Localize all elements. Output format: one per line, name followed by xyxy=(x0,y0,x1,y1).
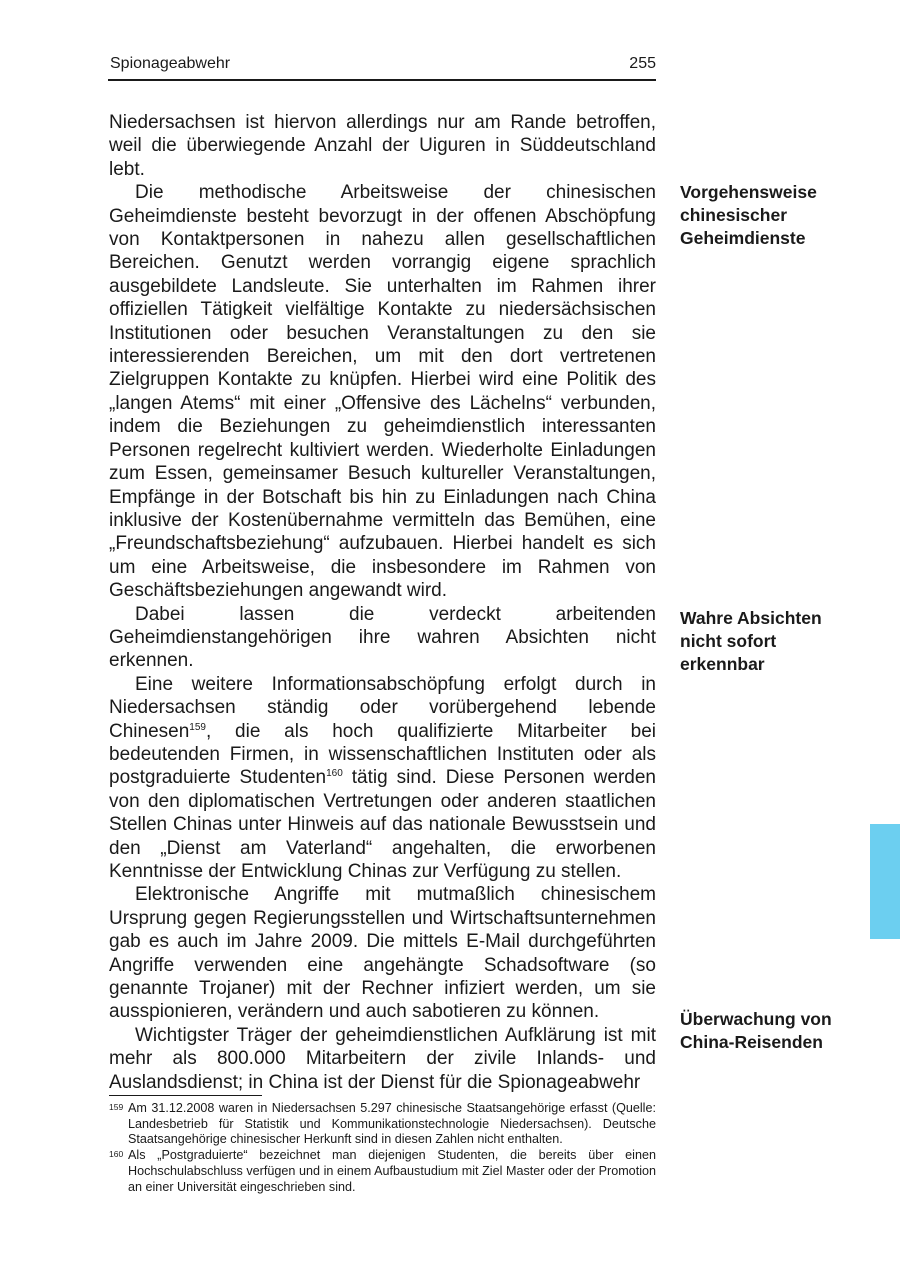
footnotes xyxy=(109,1101,656,1195)
footnote-number: 160 xyxy=(109,1149,124,1160)
paragraph-4 xyxy=(109,673,656,884)
margin-note-line: Geheimdienste xyxy=(680,228,806,248)
margin-note-line: nicht sofort xyxy=(680,631,777,651)
paragraph-1: Niedersachsen ist hiervon allerdings nur am Rande betroffen, weil die überwiegende Anzahl der Uiguren in Süddeutschland lebt. xyxy=(109,112,656,180)
margin-note-line: Wahre Absichten xyxy=(680,608,822,628)
paragraph-4-part-a: Eine weitere Informationsabschöpfung erfolgt durch in Niedersachsen ständig oder vorübergehend lebende Chinesen xyxy=(109,673,656,742)
margin-note-line: Vorgehensweise xyxy=(680,182,817,202)
margin-note-ueberwachung xyxy=(680,1008,870,1054)
footnote-ref-159[interactable]: 159 xyxy=(189,721,206,733)
paragraph-6: Wichtigster Träger der geheimdienstlichen Aufklärung ist mit mehr als 800.000 Mitarbeitern der zivile Inlands- und Auslandsdienst; in China ist der Dienst für die Spionageabwehr xyxy=(109,1024,656,1093)
running-head xyxy=(108,55,656,81)
footnote-divider xyxy=(109,1095,262,1096)
margin-note-wahre-absichten xyxy=(680,607,870,676)
footnote-text: Als „Postgraduierte“ bezeichnet man diejenigen Studenten, die bereits über einen Hochschulabschluss verfügen und in einem Aufbaustudium mit Ziel Master oder der Promotion an einer Universität eingeschrieben sind. xyxy=(128,1148,656,1194)
footnote-159 xyxy=(109,1101,656,1148)
footnote-ref-160[interactable]: 160 xyxy=(326,768,343,780)
chapter-thumb-tab xyxy=(870,824,900,939)
body-text xyxy=(109,111,656,1094)
footnote-text: Am 31.12.2008 waren in Niedersachsen 5.297 chinesische Staatsangehörige erfasst (Quelle: Landesbetrieb für Statistik und Kommunikationstechnologie Niedersachsen). Deutsche Staatsangehörige chinesischer Herkunft sind in diesen Zahlen nicht enthalten. xyxy=(128,1101,656,1147)
paragraph-2: Die methodische Arbeitsweise der chinesischen Geheimdienste besteht bevorzugt in der offenen Abschöpfung von Kontaktpersonen in nahezu allen gesellschaftlichen Bereichen. Genutzt werden vorrangig eigene sprachlich ausgebildete Landsleute. Sie unterhalten im Rahmen ihrer offiziellen Tätigkeit vielfältige Kontakte zu niedersächsischen Institutionen oder besuchen Veranstaltungen zu den sie interessierenden Bereichen, um mit den dort vertretenen Zielgruppen Kontakte zu knüpfen. Hierbei wird eine Politik des „langen Atems“ mit einer „Offensive des Lächelns“ verbunden, indem die Beziehungen zu geheimdienstlich interessanten Personen regelrecht kultiviert werden. Wiederholte Einladungen zum Essen, gemeinsamer Besuch kultureller Veranstaltungen, Empfänge in der Botschaft bis hin zu Einladungen nach China inklusive der Kostenübernahme vermitteln das Bemühen, eine „Freundschaftsbeziehung“ aufzubauen. Hierbei handelt es sich um eine Arbeitsweise, die insbesondere im Rahmen von Geschäftsbeziehungen angewandt wird. xyxy=(109,182,656,602)
footnote-160 xyxy=(109,1148,656,1195)
paragraph-4-part-b: , die als hoch qualifizierte Mitarbeiter bei bedeutenden Firmen, in wissenschaftlichen Instituten oder als postgraduierte Studenten xyxy=(109,720,656,789)
margin-note-vorgehensweise xyxy=(680,181,870,250)
margin-note-line: Überwachung von xyxy=(680,1009,832,1029)
paragraph-5: Elektronische Angriffe mit mutmaßlich chinesischem Ursprung gegen Regierungsstellen und Wirtschaftsunternehmen gab es auch im Jahre 2009. Die mittels E-Mail durchgeführten Angriffe verwenden eine angehängte Schadsoftware (so genannte Trojaner) mit der Rechner infiziert werden, um sie ausspionieren, verändern und auch sabotieren zu können. xyxy=(109,884,656,1023)
running-head-title: Spionageabwehr xyxy=(110,55,231,72)
paragraph-3: Dabei lassen die verdeckt arbeitenden Geheimdienstangehörigen ihre wahren Absichten nicht erkennen. xyxy=(109,603,656,672)
margin-note-line: chinesischer xyxy=(680,205,787,225)
paragraph-4-part-c: tätig sind. Diese Personen werden von den diplomatischen Vertretungen oder anderen staatlichen Stellen Chinas unter Hinweis auf das nationale Bewusstsein und den „Dienst am Vaterland“ angehalten, die erworbenen Kenntnisse der Entwicklung Chinas zur Verfügung zu stellen. xyxy=(109,767,656,882)
margin-note-line: erkennbar xyxy=(680,654,765,674)
footnote-number: 159 xyxy=(109,1102,124,1112)
margin-note-line: China-Reisenden xyxy=(680,1032,823,1052)
page-number: 255 xyxy=(629,55,656,72)
